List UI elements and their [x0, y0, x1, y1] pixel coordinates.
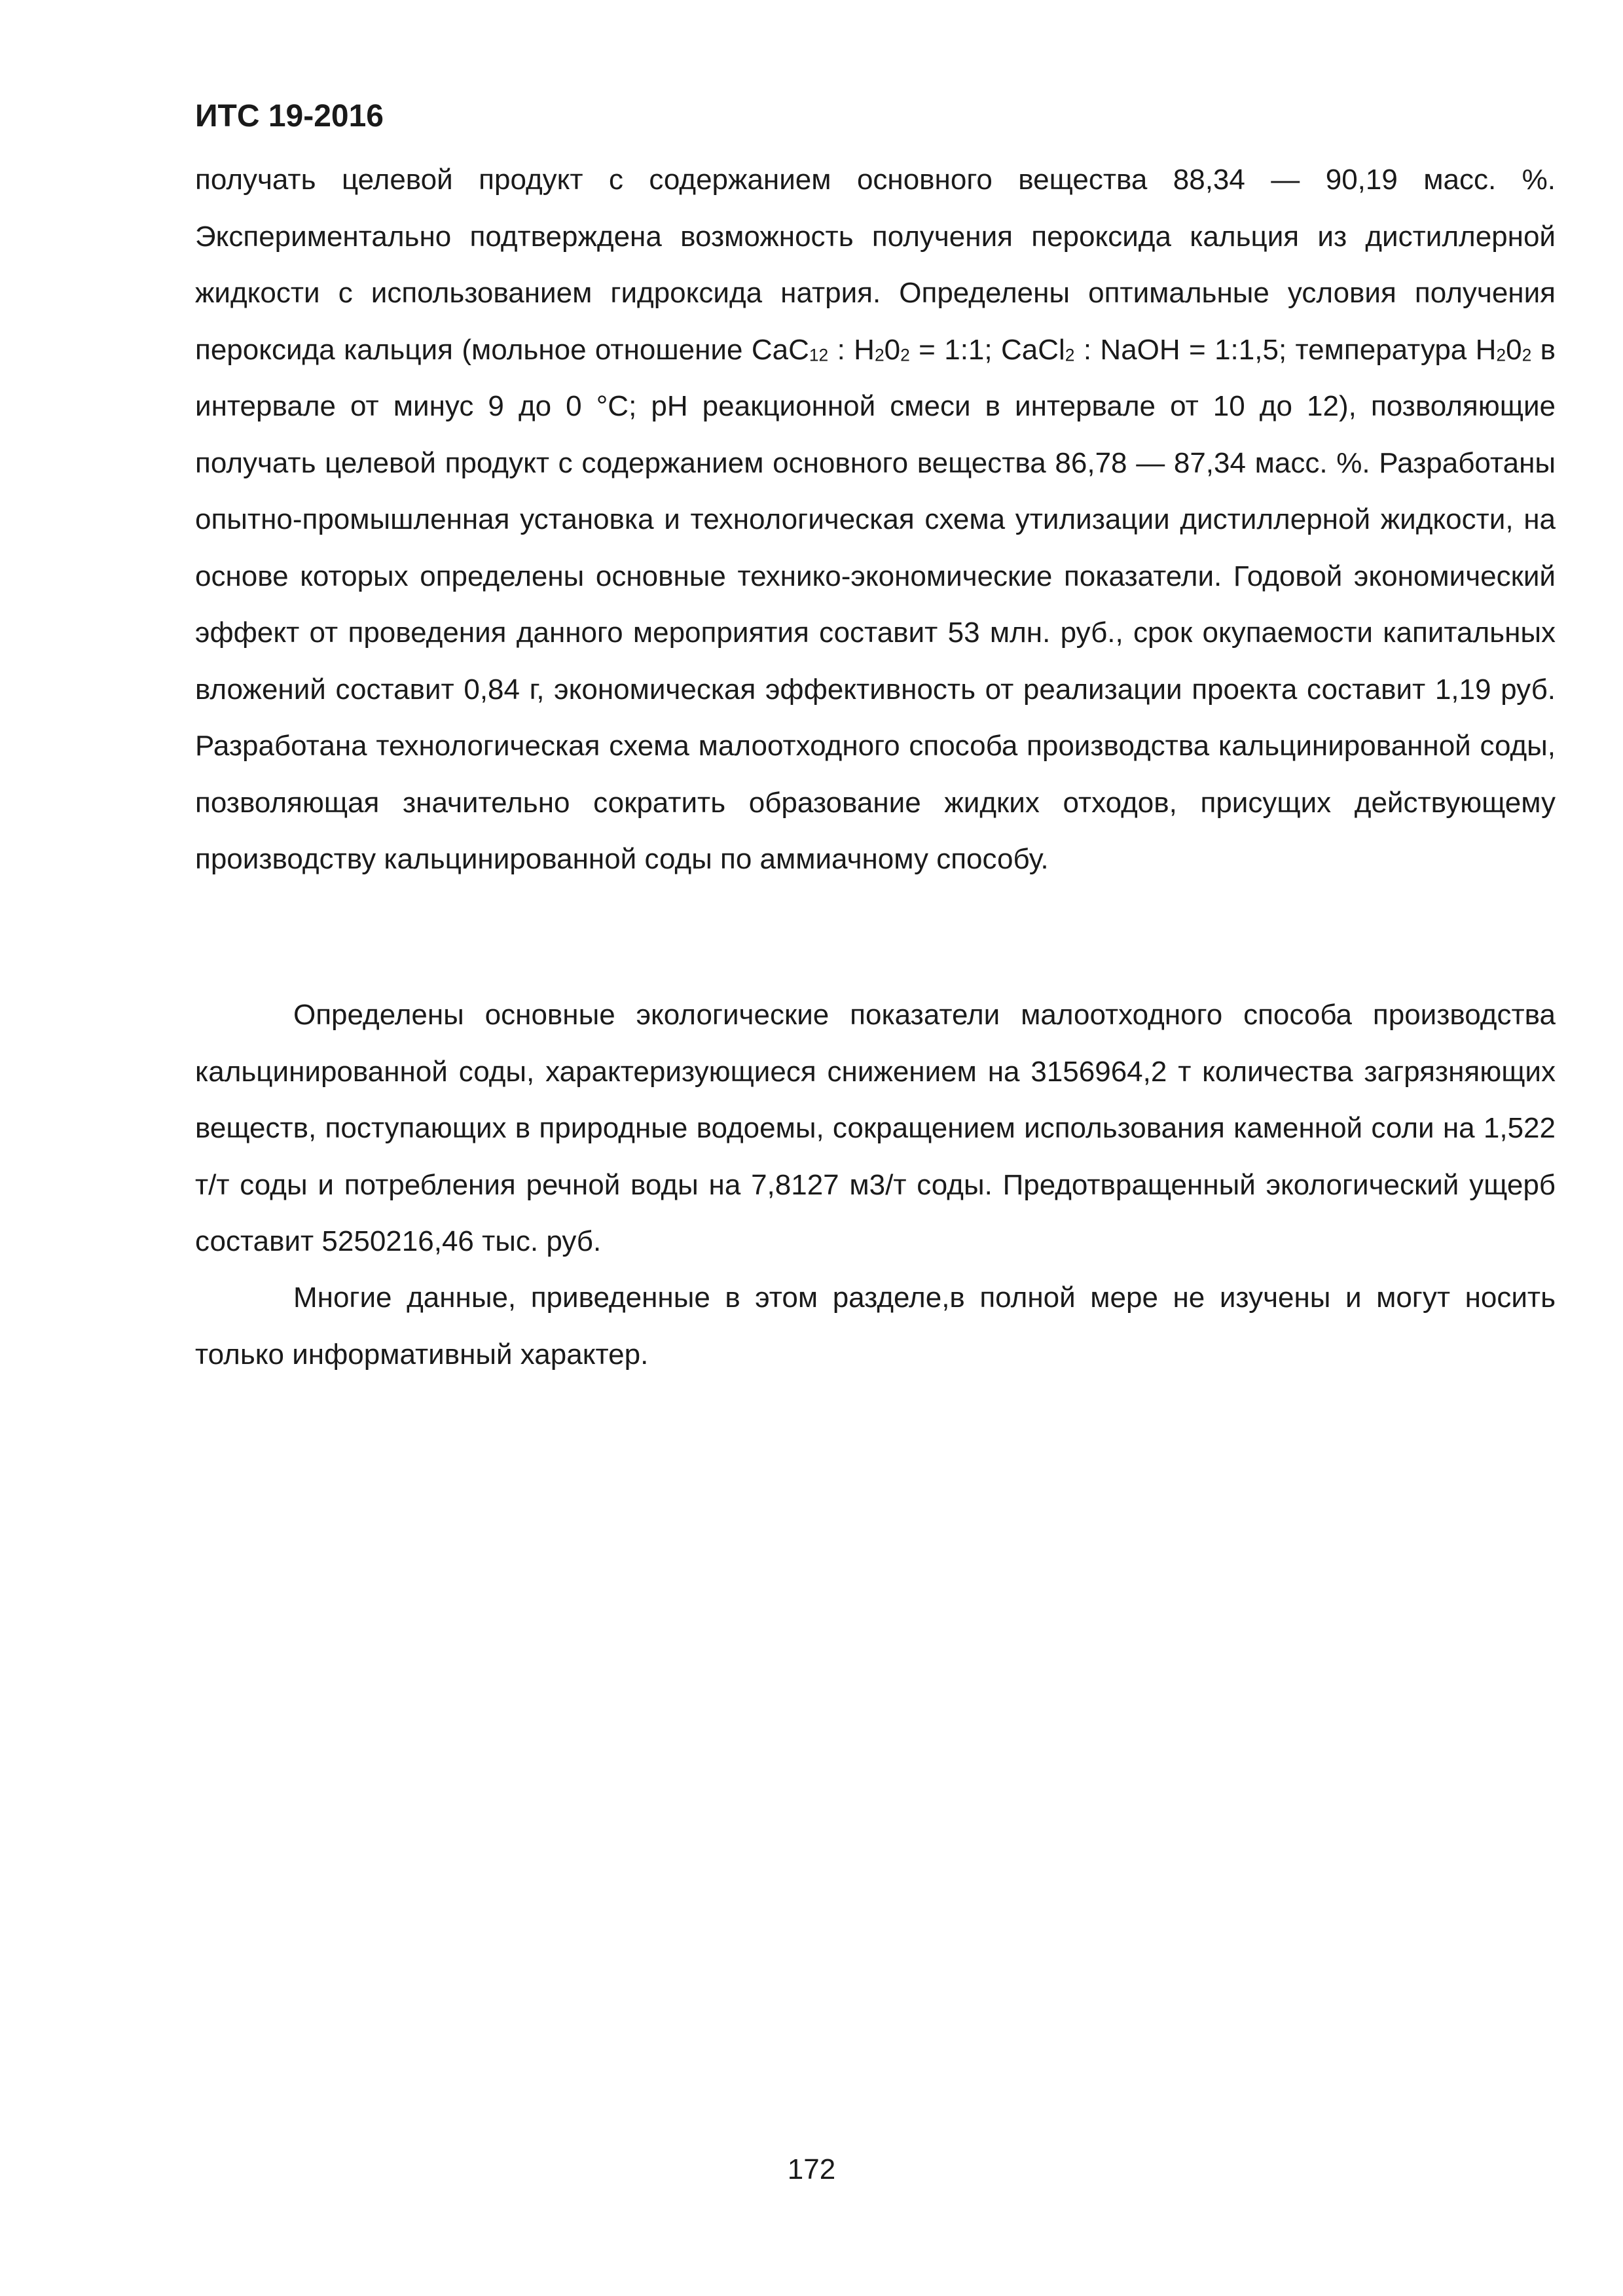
text-run: : NaOH = 1:1,5; температура H — [1074, 333, 1497, 366]
subscript: 12 — [809, 345, 829, 365]
text-run: = 1:1; CaCl — [909, 333, 1065, 366]
subscript: 2 — [1496, 345, 1506, 365]
subscript: 2 — [900, 345, 910, 365]
text-run: 0 — [884, 333, 901, 366]
subscript: 2 — [1065, 345, 1075, 365]
paragraph-disclaimer: Многие данные, приведенные в этом разделе,в полной мере не изучены и могут носить только информативный характер. — [195, 1282, 1556, 1371]
text-run: 0 — [1506, 333, 1522, 366]
subscript: 2 — [1522, 345, 1532, 365]
document-code-header: ИТС 19-2016 — [195, 99, 384, 134]
subscript: 2 — [874, 345, 884, 365]
text-run: получать целевой продукт с содержанием основного вещества 88,34 — 90,19 масс. %. Экспериментально подтверждена возможность получения пероксида кальция из дистиллерной жидкости с использованием гидроксида натрия. Определены оптимальные условия получения пероксида кальция (мольное отношение CaC — [195, 164, 1556, 366]
page-number: 172 — [787, 2153, 836, 2185]
text-run: в интервале от минус 9 до 0 °С; pH реакционной смеси в интервале от 10 до 12), позволяющие получать целевой продукт с содержанием основного вещества 86,78 — 87,34 масс. %. Разработаны опытно-промышленная установка и технологическая схема утилизации дистиллерной жидкости, на основе которых определены основные технико-экономические показатели. Годовой экономический эффект от проведения данного мероприятия составит 53 млн. руб., срок окупаемости капитальных вложений составит 0,84 г, экономическая эффективность от реализации проекта составит 1,19 руб. Разработана технологическая схема малоотходного способа производства кальцинированной соды, позволяющая значительно сократить образование жидких отходов, присущих действующему производству кальцинированной соды по аммиачному способу. — [195, 333, 1556, 875]
paragraph-ecological-indicators: Определены основные экологические показатели малоотходного способа производства кальцинированной соды, характеризующиеся снижением на 3156964,2 т количества загрязняющих веществ, поступающих в природные водоемы, сокращением использования каменной соли на 1,522 т/т соды и потребления речной воды на 7,8127 м3/т соды. Предотвращенный экологический ущерб составит 5250216,46 тыс. руб. — [195, 999, 1556, 1257]
paragraph-continuation — [195, 152, 1556, 888]
text-run: : H — [828, 333, 875, 366]
